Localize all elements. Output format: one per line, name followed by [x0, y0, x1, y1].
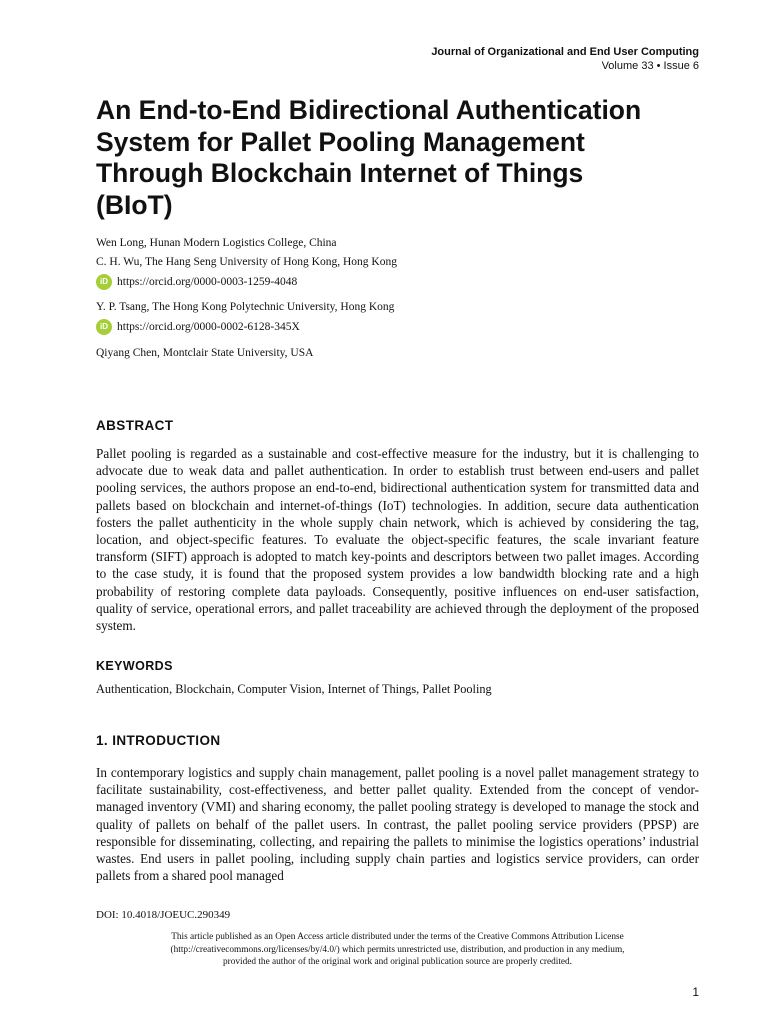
license-line-3: provided the author of the original work and original publication source are properly credited.: [222, 957, 573, 967]
license-line-2: (http://creativecommons.org/licenses/by/4.0/) which permits unrestricted use, distribution, and production in any medium,: [170, 944, 625, 955]
orcid-row-yp-tsang: [96, 319, 696, 335]
abstract-text: Pallet pooling is regarded as a sustainable and cost-effective measure for the industry, but it is challenging to advocate due to weak data and pallet authentication. In order to establish trust between end-users and pallet pooling services, the authors propose an end-to-end, bidirectional authentication system for transmitted data and pallets based on blockchain and internet-of-things (IoT) technologies. In addition, secure data authentication fosters the pallet authenticity in the whole supply chain network, which is achieved by considering the tag, location, and object-specific features. To evaluate the object-specific features, the scale invariant feature transform (SIFT) approach is adopted to match key-points and descriptors between two pallet images. According to the case study, it is found that the proposed system provides a low bandwidth blocking rate and a high probability of restoring complete data payloads. Consequently, positive influences on end-user satisfaction, quality of service, operational errors, and pallet traceability are achieved through the deployment of the proposed system.: [96, 446, 699, 634]
keywords-text: Authentication, Blockchain, Computer Vision, Internet of Things, Pallet Pooling: [96, 682, 492, 696]
introduction-text: In contemporary logistics and supply chain management, pallet pooling is a novel pallet management strategy to facilitate sustainability, cost-effectiveness, and better pallet quality. Extended from the concept of vendor-managed inventory (VMI) and sharing economy, the pallet pooling strategy is developed to manage the stock and quality of pallets on behalf of the pallet users. In contrast, the pallet pooling service providers (PPSP) are responsible for disseminating, collecting, and repairing the pallets to minimise the logistics operations’ industrial wastes. End users in pallet pooling, including supply chain parties and logistics service providers, can order pallets from a shared pool managed: [96, 765, 699, 884]
license-line-1: This article published as an Open Access article distributed under the terms of the Creative Commons Attribution License: [171, 932, 624, 942]
volume-issue: Volume 33 • Issue 6: [601, 60, 699, 72]
page-number: 1: [692, 985, 699, 999]
license-notice: [96, 931, 699, 969]
orcid-icon: iD: [96, 319, 112, 335]
author-wen-long: Wen Long, Hunan Modern Logistics College, China: [96, 237, 337, 249]
journal-name: Journal of Organizational and End User Computing: [431, 46, 699, 58]
orcid-row-ch-wu: [96, 274, 696, 290]
author-list: [96, 236, 696, 360]
orcid-link-ch-wu[interactable]: https://orcid.org/0000-0003-1259-4048: [117, 276, 298, 288]
abstract-heading: ABSTRACT: [96, 418, 174, 433]
author-ch-wu: C. H. Wu, The Hang Seng University of Hong Kong, Hong Kong: [96, 256, 397, 268]
doi: DOI: 10.4018/JOEUC.290349: [96, 909, 231, 921]
author-qiyang-chen: Qiyang Chen, Montclair State University, USA: [96, 347, 314, 359]
keywords-heading: KEYWORDS: [96, 659, 173, 673]
introduction-heading: 1. INTRODUCTION: [96, 733, 221, 748]
paper-title: An End-to-End Bidirectional Authentication System for Pallet Pooling Management Through Blockchain Internet of Things (BIoT): [96, 95, 642, 220]
author-yp-tsang: Y. P. Tsang, The Hong Kong Polytechnic University, Hong Kong: [96, 301, 395, 313]
journal-header: [431, 45, 699, 73]
orcid-link-yp-tsang[interactable]: https://orcid.org/0000-0002-6128-345X: [117, 321, 300, 333]
orcid-icon: iD: [96, 274, 112, 290]
